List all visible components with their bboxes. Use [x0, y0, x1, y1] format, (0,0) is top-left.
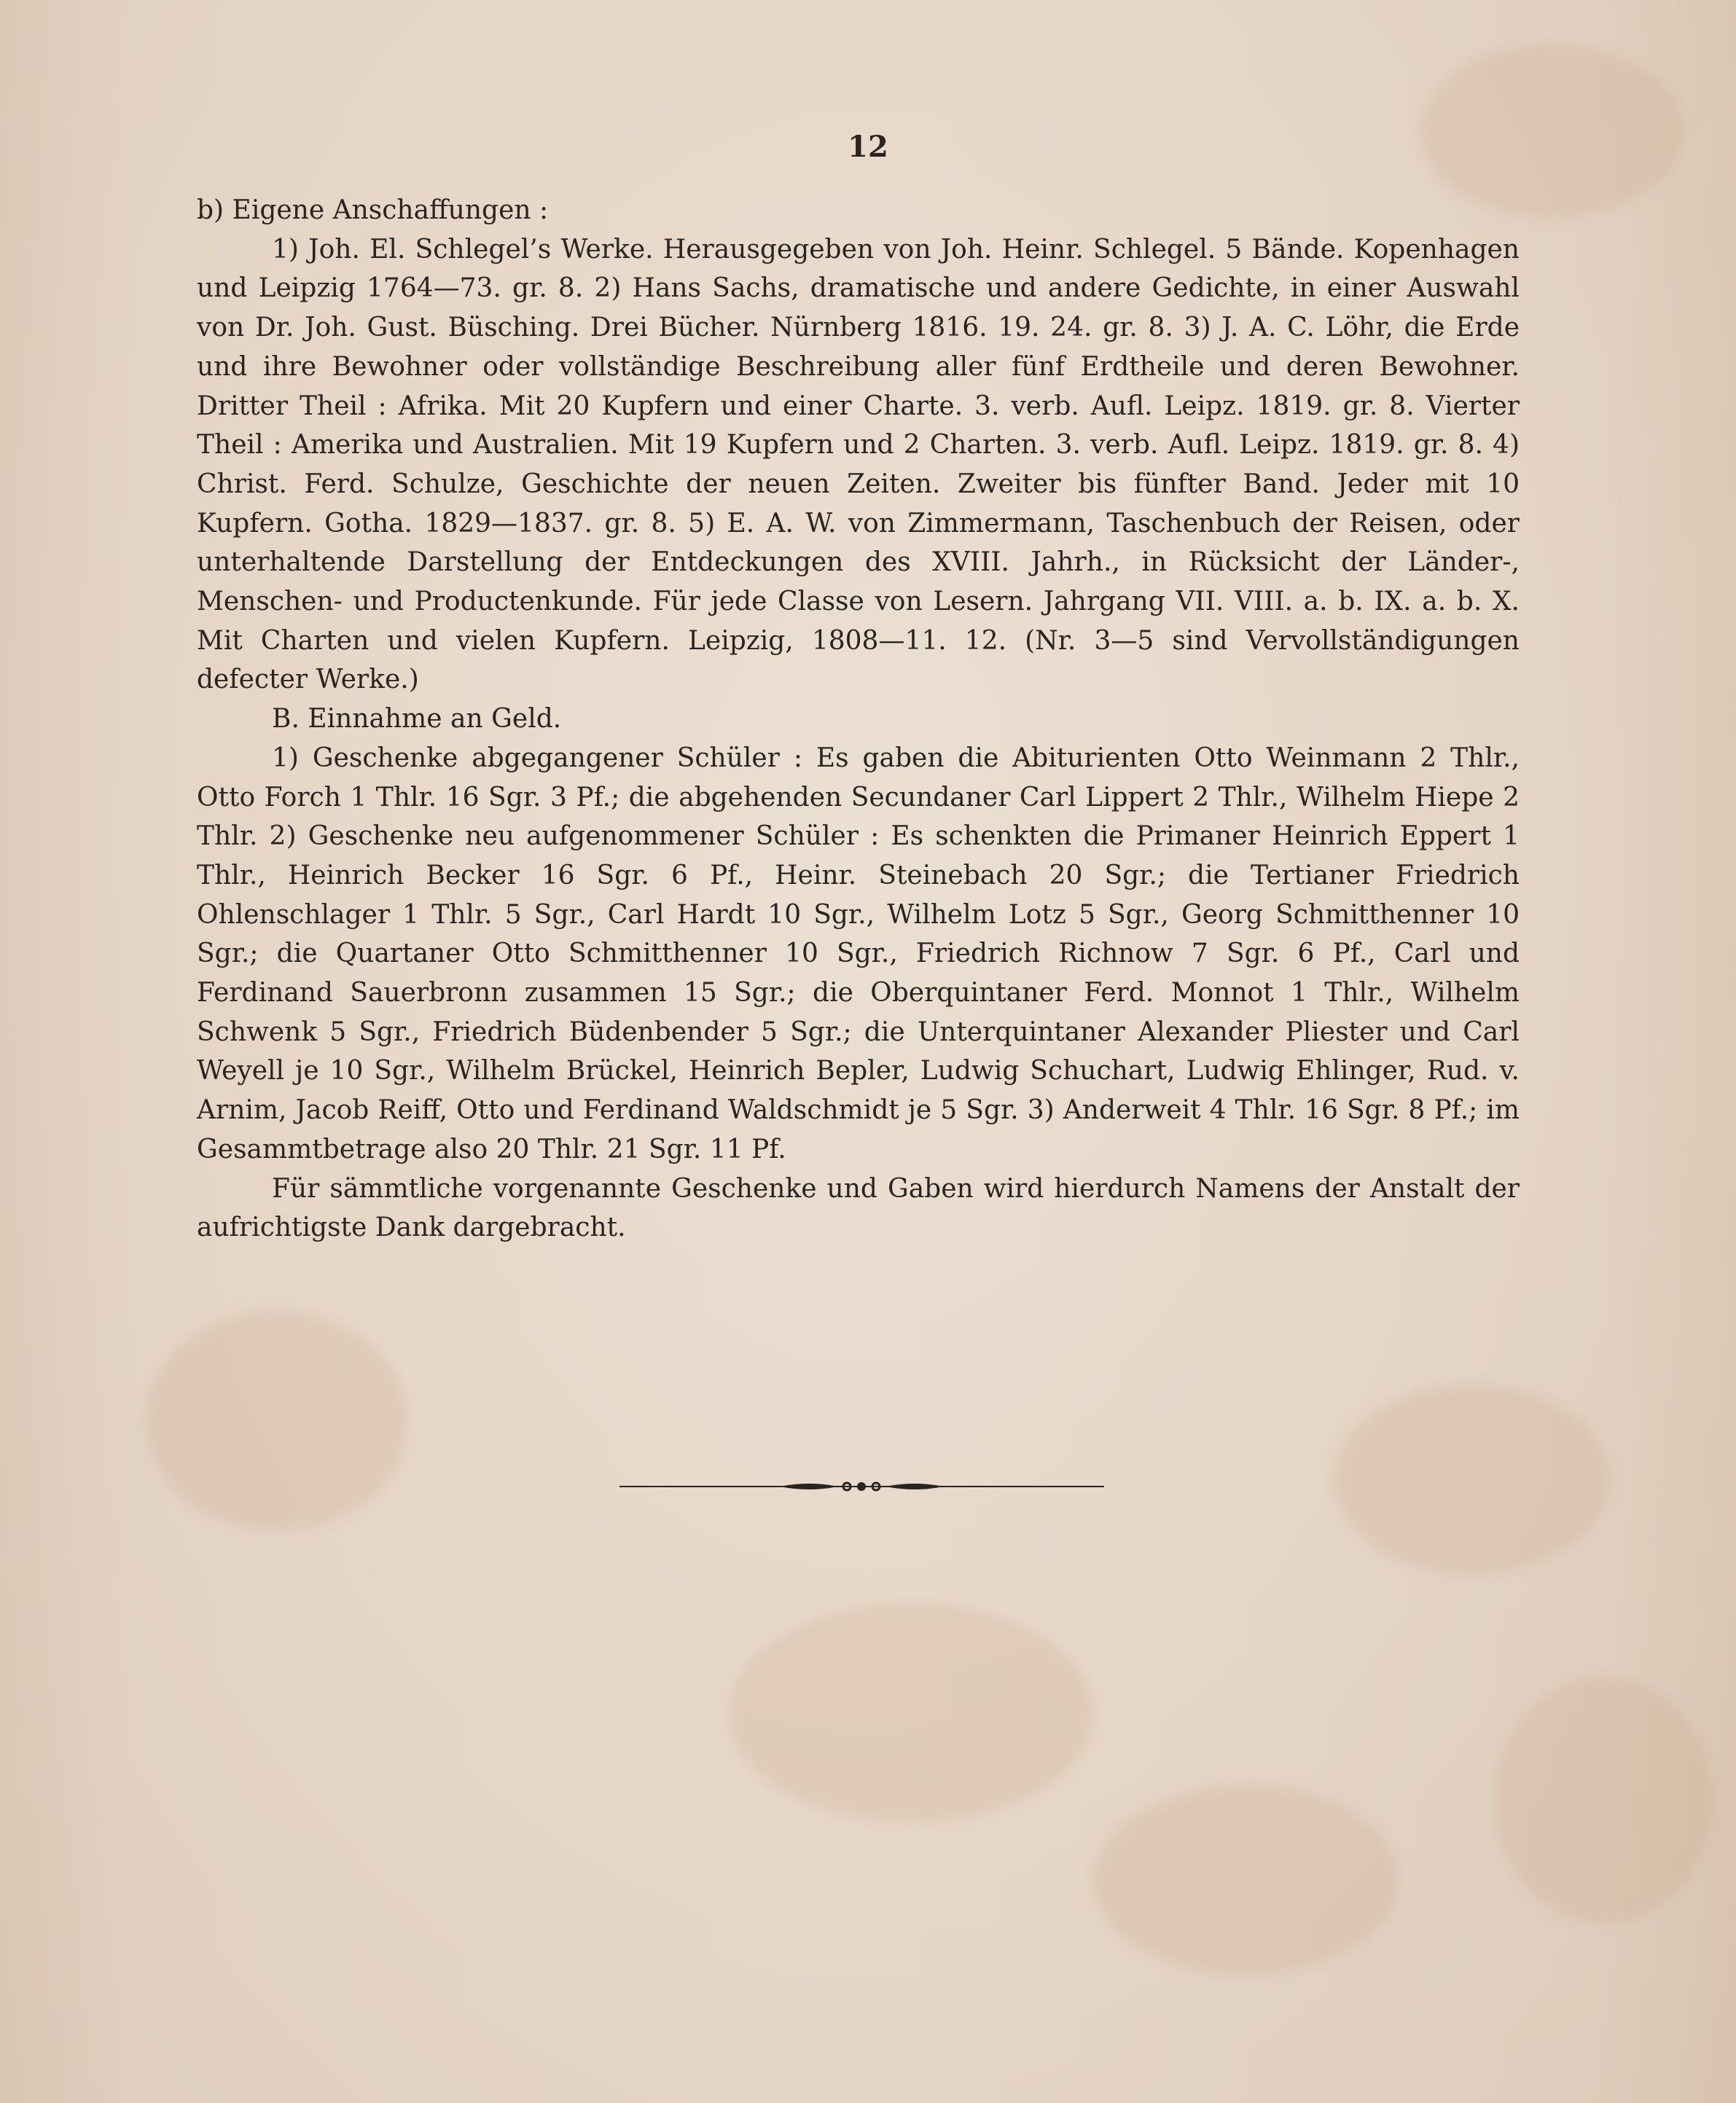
section-B-paragraph: 1) Geschenke abgegangener Schüler : Es gaben die Abiturienten Otto Weinmann 2 Thlr., Otto Forch 1 Thlr. 16 Sgr. 3 Pf.; die abgehenden Secundaner Carl Lippert 2 Thlr., Wilhelm Hiepe 2 Thlr. 2) Geschenke neu aufgenommener Schüler : Es schenkten die Primaner Heinrich Eppert 1 Thlr., Heinrich Becker 16 Sgr. 6 Pf., Heinr. Steinebach 20 Sgr.; die Tertianer Friedrich Ohlenschlager 1 Thlr. 5 Sgr., Carl Hardt 10 Sgr., Wilhelm Lotz 5 Sgr., Georg Schmitthenner 10 Sgr.; die Quartaner Otto Schmitthenner 10 Sgr., Friedrich Richnow 7 Sgr. 6 Pf., Carl und Ferdinand Sauerbronn zusammen 15 Sgr.; die Oberquintaner Ferd. Monnot 1 Thlr., Wilhelm Schwenk 5 Sgr., Friedrich Büdenbender 5 Sgr.; die Unterquintaner Alexander Pliester und Carl Weyell je 10 Sgr., Wilhelm Brückel, Heinrich Bepler, Ludwig Schuchart, Ludwig Ehlinger, Rud. v. Arnim, Jacob Reiff, Otto und Ferdinand Waldschmidt je 5 Sgr. 3) Anderweit 4 Thlr. 16 Sgr. 8 Pf.; im Gesammtbetrage also 20 Thlr. 21 Sgr. 11 Pf. — [197, 743, 1520, 1164]
paper-stain — [1334, 1385, 1611, 1574]
section-B-heading: B. Einnahme an Geld. — [272, 704, 562, 735]
body-text — [197, 191, 1520, 1248]
section-b-heading: b) Eigene Anschaffungen : — [197, 195, 549, 225]
paper-stain — [729, 1603, 1093, 1822]
paper-stain — [1093, 1785, 1399, 1975]
closing-paragraph: Für sämmtliche vorgenannte Geschenke und Gaben wird hierdurch Namens der Anstalt der aufrichtigste Dank dargebracht. — [197, 1173, 1520, 1243]
section-b-paragraph: 1) Joh. El. Schlegel’s Werke. Herausgegeben von Joh. Heinr. Schlegel. 5 Bände. Kopenhagen und Leipzig 1764—73. gr. 8. 2) Hans Sachs, dramatische und andere Gedichte, in einer Auswahl von Dr. Joh. Gust. Büsching. Drei Bücher. Nürnberg 1816. 19. 24. gr. 8. 3) J. A. C. Löhr, die Erde und ihre Bewohner oder vollständige Beschreibung aller fünf Erdtheile und deren Bewohner. Dritter Theil : Afrika. Mit 20 Kupfern und einer Charte. 3. verb. Aufl. Leipz. 1819. gr. 8. Vierter Theil : Amerika und Australien. Mit 19 Kupfern und 2 Charten. 3. verb. Aufl. Leipz. 1819. gr. 8. 4) Christ. Ferd. Schulze, Geschichte der neuen Zeiten. Zweiter bis fünfter Band. Jeder mit 10 Kupfern. Gotha. 1829—1837. gr. 8. 5) E. A. W. von Zimmermann, Taschenbuch der Reisen, oder unterhaltende Darstellung der Entdeckungen des XVIII. Jahrh., in Rücksicht der Länder-, Menschen- und Productenkunde. Für jede Classe von Lesern. Jahrgang VII. VIII. a. b. IX. a. b. X. Mit Charten und vielen Kupfern. Leipzig, 1808—11. 12. (Nr. 3—5 sind Vervollständigungen defecter Werke.) — [197, 234, 1520, 695]
paper-stain — [146, 1312, 408, 1530]
paper-stain — [1494, 1676, 1713, 1924]
page-number: 12 — [848, 130, 888, 164]
divider-ornament-icon — [619, 1478, 1104, 1495]
